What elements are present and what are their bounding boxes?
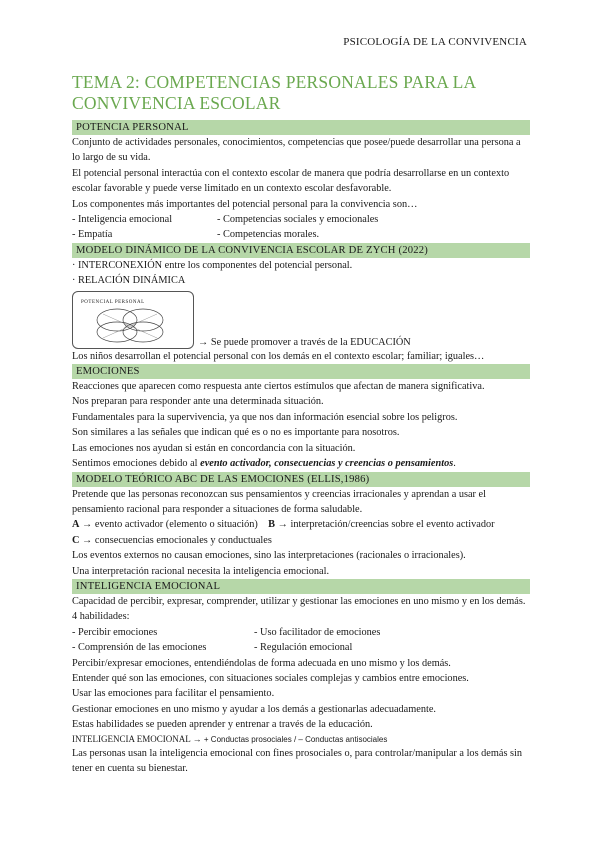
paragraph: Pretende que las personas reconozcan sus pensamientos y creencias irracionales y aprendan a usar el pensamiento racional para responder a situaciones de forma saludable. <box>72 488 486 515</box>
arrow-note: → Se puede promover a través de la EDUCACIÓN <box>198 337 411 349</box>
paragraph: Fundamentales para la supervivencia, ya que nos dan información esencial sobre los peligros. <box>72 411 458 423</box>
page-title: TEMA 2: COMPETENCIAS PERSONALES PARA LA CONVIVENCIA ESCOLAR <box>72 72 476 113</box>
text-run: → interpretación/creencias sobre el evento activador <box>275 519 495 531</box>
paragraph: Estas habilidades se pueden aprender y entrenar a través de la educación. <box>72 719 373 731</box>
paragraph: Capacidad de percibir, expresar, comprender, utilizar y gestionar las emociones en uno mismo y en los demás. 4 habilidades: <box>72 595 526 623</box>
list-item: - Regulación emocional <box>254 642 353 654</box>
list-item: - Inteligencia emocional <box>72 214 173 226</box>
section-heading-inteligencia-emocional: INTELIGENCIA EMOCIONAL <box>72 579 530 594</box>
section-heading-modelo-dinamico: MODELO DINÁMICO DE LA CONVIVENCIA ESCOLAR DE ZYCH (2022) <box>72 243 530 258</box>
paragraph: Son similares a las señales que indican qué es o no es importante para nosotros. <box>72 427 400 439</box>
paragraph: Una interpretación racional necesita la inteligencia emocional. <box>72 565 330 577</box>
diagram-label: POTENCIAL PERSONAL <box>81 299 145 305</box>
list-row <box>72 625 530 640</box>
abc-line <box>72 533 530 548</box>
list-item: - Competencias sociales y emocionales <box>217 214 379 226</box>
paragraph: El potencial personal interactúa con el contexto escolar de manera que podría desarrollarse en un contexto escolar favorable y puede verse limitado en un contexto escolar desfavorable. <box>72 167 510 195</box>
list-item: - Percibir emociones <box>72 626 158 638</box>
section-heading-potencia-personal: POTENCIA PERSONAL <box>72 120 530 135</box>
text-run: + Conductas prosociales / – Conductas antisociales <box>203 734 388 744</box>
list-item: - Empatía <box>72 229 113 241</box>
paragraph: Los eventos externos no causan emociones, sino las interpretaciones (racionales o irracionales). <box>72 550 466 562</box>
list-item: - Uso facilitador de emociones <box>254 626 381 638</box>
paragraph: Usar las emociones para facilitar el pensamiento. <box>72 688 275 700</box>
venn-circle <box>123 322 163 342</box>
paragraph: Las personas usan la inteligencia emocional con fines prosociales o, para controlar/manipular a los demás sin tener en cuenta su bienestar. <box>72 747 523 774</box>
paragraph: Los niños desarrollan el potencial personal con los demás en el contexto escolar; familiar; iguales… <box>72 350 485 362</box>
paragraph: · RELACIÓN DINÁMICA <box>72 275 186 287</box>
venn-circle <box>97 309 137 331</box>
paragraph <box>72 456 530 471</box>
paragraph: Gestionar emociones en uno mismo y ayudar a los demás a gestionarlas adecuadamente. <box>72 703 436 715</box>
section-heading-modelo-abc: MODELO TEÓRICO ABC DE LAS EMOCIONES (ELLIS,1986) <box>72 472 530 487</box>
abc-line <box>72 517 530 532</box>
list-item: - Comprensión de las emociones <box>72 642 207 654</box>
abc-letter: A <box>72 519 80 531</box>
paragraph: Las emociones nos ayudan si están en concordancia con la situación. <box>72 442 356 454</box>
document-body <box>72 120 530 776</box>
paragraph: Conjunto de actividades personales, conocimientos, competencias que posee/puede desarrollar una persona a lo largo de su vida. <box>72 137 521 164</box>
venn-circle <box>97 322 137 342</box>
list-row <box>72 212 530 227</box>
paragraph: Reacciones que aparecen como respuesta ante ciertos estímulos que afectan de manera significativa. <box>72 381 485 393</box>
paragraph: · INTERCONEXIÓN entre los componentes del potencial personal. <box>72 259 353 271</box>
text-run: → evento activador (elemento o situación) <box>79 519 258 531</box>
list-item: - Competencias morales. <box>217 229 320 241</box>
venn-diagram-graphic <box>73 292 193 348</box>
section-heading-emociones: EMOCIONES <box>72 364 530 379</box>
paragraph <box>72 733 530 746</box>
abc-letter: C <box>72 534 80 546</box>
list-row <box>72 640 530 655</box>
running-header: PSICOLOGÍA DE LA CONVIVENCIA <box>343 36 527 48</box>
text-run: Sentimos emociones debido al <box>72 458 201 470</box>
text-run: INTELIGENCIA EMOCIONAL → <box>72 733 204 744</box>
list-row <box>72 227 530 242</box>
venn-circle <box>123 309 163 331</box>
paragraph: Los componentes más importantes del potencial personal para la convivencia son… <box>72 198 418 210</box>
paragraph: Entender qué son las emociones, con situaciones sociales complejas y cambios entre emociones. <box>72 672 469 684</box>
diagram-row <box>72 291 530 349</box>
abc-letter: B <box>268 519 276 531</box>
paragraph: Percibir/expresar emociones, entendiéndolas de forma adecuada en uno mismo y los demás. <box>72 657 451 669</box>
paragraph: Nos preparan para responder ante una determinada situación. <box>72 396 324 408</box>
potencial-personal-diagram <box>72 291 194 349</box>
emphasis-text: evento activador, consecuencias y creencias o pensamientos <box>200 458 454 470</box>
text-run: . <box>453 458 456 470</box>
text-run: → consecuencias emocionales y conductuales <box>79 534 272 546</box>
